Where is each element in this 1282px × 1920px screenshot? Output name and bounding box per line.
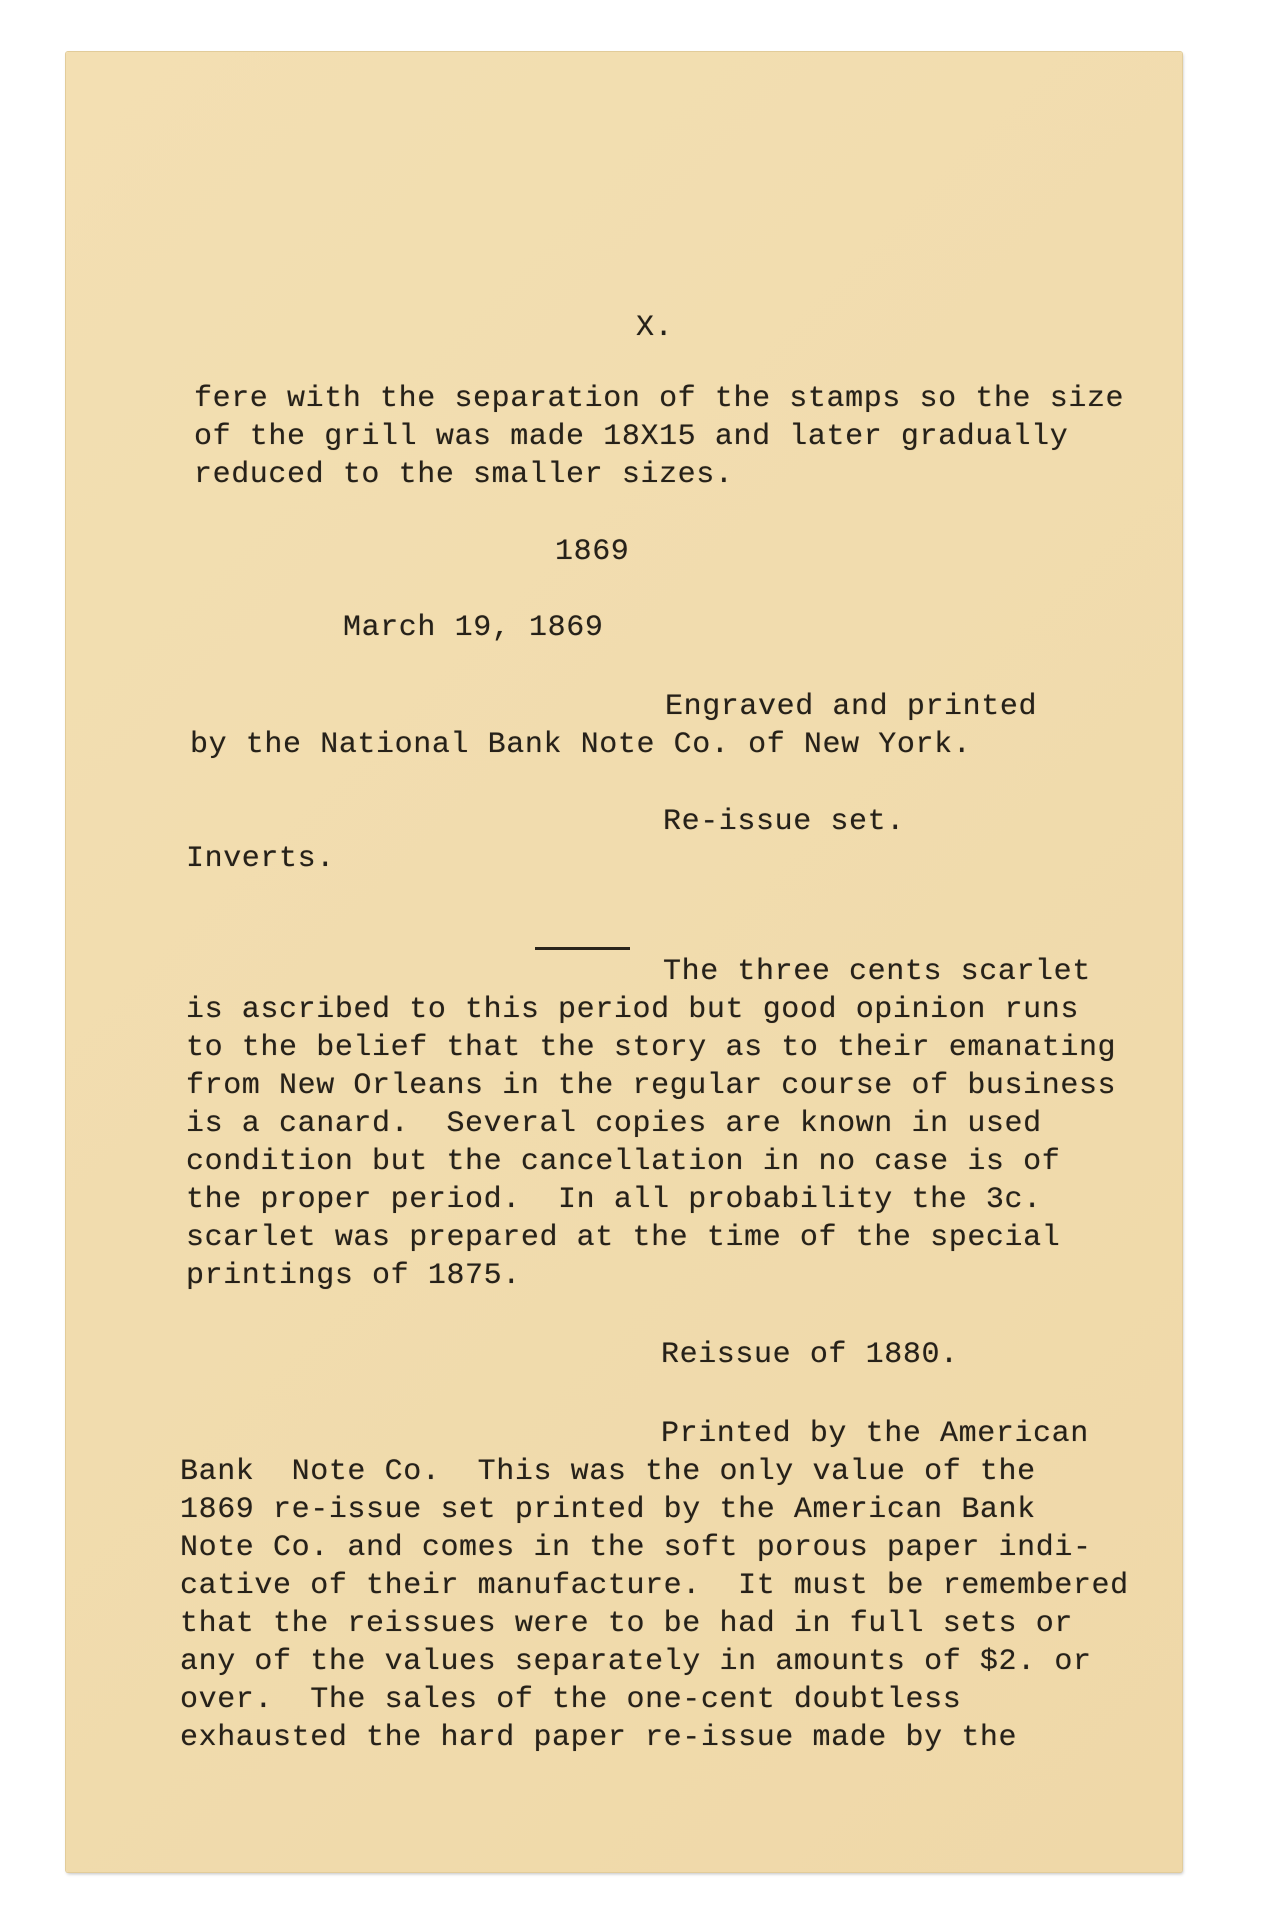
- engraved-line-1: Engraved and printed: [665, 690, 1038, 724]
- para1-line-1: fere with the separation of the stamps so the size: [194, 382, 1125, 416]
- para3-line-2: Bank Note Co. This was the only value of the: [180, 1455, 1036, 1489]
- date-heading: March 19, 1869: [343, 611, 604, 645]
- para1-line-3: reduced to the smaller sizes.: [194, 458, 734, 492]
- year-heading: 1869: [555, 535, 630, 569]
- para3-line-1: Printed by the American: [661, 1417, 1089, 1451]
- para2-line-4: from New Orleans in the regular course of business: [186, 1069, 1117, 1103]
- para1-line-2: of the grill was made 18X15 and later gradually: [194, 420, 1069, 454]
- inverts-heading: Inverts.: [186, 842, 335, 876]
- para2-line-5: is a canard. Several copies are known in used: [186, 1107, 1042, 1141]
- para3-line-8: over. The sales of the one-cent doubtless: [180, 1683, 962, 1717]
- underline-rule: [535, 947, 630, 950]
- reissue-1880-heading: Reissue of 1880.: [661, 1338, 959, 1372]
- para2-line-9: printings of 1875.: [186, 1259, 521, 1293]
- para2-line-1: The three cents scarlet: [663, 955, 1091, 989]
- engraved-line-2: by the National Bank Note Co. of New York.: [190, 728, 972, 762]
- para3-line-5: cative of their manufacture. It must be remembered: [180, 1569, 1129, 1603]
- reissue-set-heading: Re-issue set.: [663, 805, 905, 839]
- para2-line-6: condition but the cancellation in no case is of: [186, 1145, 1061, 1179]
- para2-line-3: to the belief that the story as to their emanating: [186, 1031, 1117, 1065]
- para2-line-2: is ascribed to this period but good opinion runs: [186, 993, 1079, 1027]
- para3-line-7: any of the values separately in amounts of $2. or: [180, 1645, 1092, 1679]
- para3-line-9: exhausted the hard paper re-issue made by the: [180, 1721, 1018, 1755]
- para3-line-3: 1869 re-issue set printed by the American Bank: [180, 1493, 1036, 1527]
- page-marker: X.: [636, 311, 674, 345]
- para3-line-6: that the reissues were to be had in full sets or: [180, 1607, 1073, 1641]
- para3-line-4: Note Co. and comes in the soft porous paper indi-: [180, 1531, 1092, 1565]
- para2-line-7: the proper period. In all probability the 3c.: [186, 1183, 1042, 1217]
- para2-line-8: scarlet was prepared at the time of the special: [186, 1221, 1061, 1255]
